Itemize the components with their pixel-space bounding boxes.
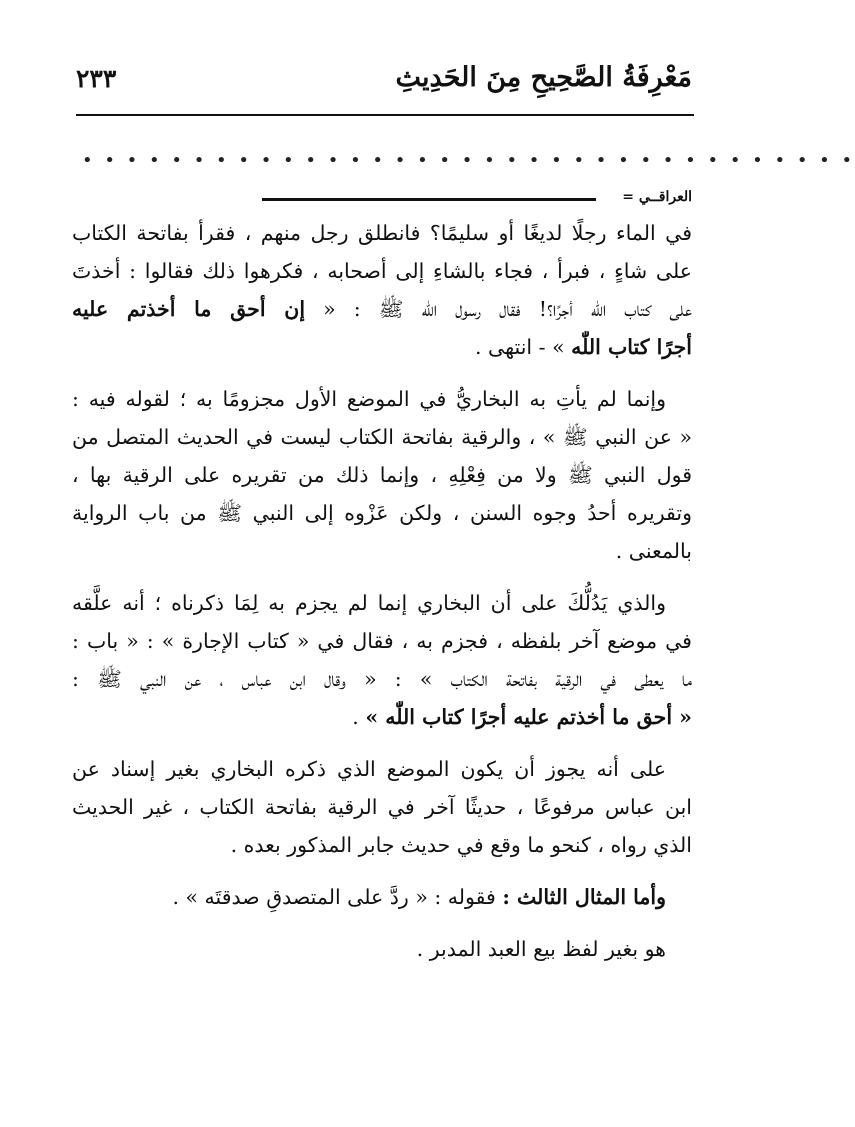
text-line: قول النبي ﷺ ولا من فِعْلِهِ ، وإنما ذلك من تقريره على الرقية بها ، — [72, 463, 692, 487]
text-line: الذي رواه ، كنحو ما وقع في حديث جابر المذكور بعده . — [230, 833, 692, 857]
page-header — [76, 62, 692, 112]
text-line — [72, 328, 692, 366]
paragraph-3 — [72, 584, 692, 736]
text-line — [72, 698, 692, 736]
text-run: فقوله : « ردَّ على المتصدقِ صدقتَه » . — [172, 885, 503, 909]
hadith-quote: « أحق ما أخذتم عليه أجرًا كتاب اللّٰه » — [365, 705, 692, 729]
running-title: مَعْرِفَةُ الصَّحِيحِ مِنَ الحَدِيثِ — [395, 62, 692, 93]
text-line: والذي يَدُلُّكَ على أن البخاري إنما لم يجزم به لِمَا ذكرناه ؛ أنه علَّقه — [72, 591, 666, 615]
text-line: هو بغير لفظ بيع العبد المدبر . — [416, 937, 666, 961]
header-rule — [76, 114, 694, 116]
hadith-quote: أجرًا كتاب اللّٰه — [571, 335, 692, 359]
text-line: ما يعطى في الرقية بفاتحة الكتاب » : « وقال ابن عباس ، عن النبي ﷺ : — [72, 667, 692, 691]
separator-dots: • • • • • • • • • • • • • • • • • • • • • • • • • • • • • • • • • • • — [82, 150, 855, 171]
text-line: في الماء رجلًا لديغًا أو سليمًا؟ فانطلق رجل منهم ، فقرأ بفاتحة الكتاب — [72, 221, 692, 245]
text-line — [72, 290, 692, 328]
text-line: على أنه يجوز أن يكون الموضع الذي ذكره البخاري بغير إسناد عن — [72, 757, 666, 781]
text-line: وتقريره أحدُ وجوه السنن ، ولكن عَزْوه إلى النبي ﷺ من باب الرواية — [72, 501, 692, 525]
text-line — [72, 878, 692, 916]
page-number: ٢٣٣ — [76, 64, 117, 93]
hadith-quote: إن أحق ما أخذتم عليه — [72, 297, 306, 321]
text-run: على كتاب اللّٰه أجرًا؟! فقال رسول اللّٰه ﷺ : « — [305, 297, 692, 321]
text-run: » - انتهى . — [474, 335, 572, 359]
text-run: . — [352, 705, 366, 729]
text-line: في موضع آخر بلفظه ، فجزم به ، فقال في « كتاب الإجارة » : « باب : — [72, 629, 692, 653]
commentary-label: العراقــي = — [622, 189, 692, 205]
paragraph-4 — [72, 750, 692, 864]
text-line: « عن النبي ﷺ » ، والرقية بفاتحة الكتاب ليست في الحديث المتصل من — [72, 425, 692, 449]
paragraph-5 — [72, 878, 692, 916]
text-line: على شاءٍ ، فبرأ ، فجاء بالشاءِ إلى أصحابه ، فكرهوا ذلك فقالوا : أخذتَ — [72, 259, 692, 283]
section-heading: وأما المثال الثالث : — [502, 885, 666, 909]
paragraph-1 — [72, 214, 692, 366]
paragraph-6 — [72, 930, 692, 968]
text-line: ابن عباس مرفوعًا ، حديثًا آخر في الرقية بفاتحة الكتاب ، غير الحديث — [72, 795, 692, 819]
commentary-rule — [262, 198, 596, 201]
paragraph-2 — [72, 380, 692, 570]
body-text — [72, 214, 692, 982]
text-line: وإنما لم يأتِ به البخاريُّ في الموضع الأول مجزومًا به ؛ لقوله فيه : — [72, 387, 666, 411]
text-line: بالمعنى . — [615, 539, 692, 563]
